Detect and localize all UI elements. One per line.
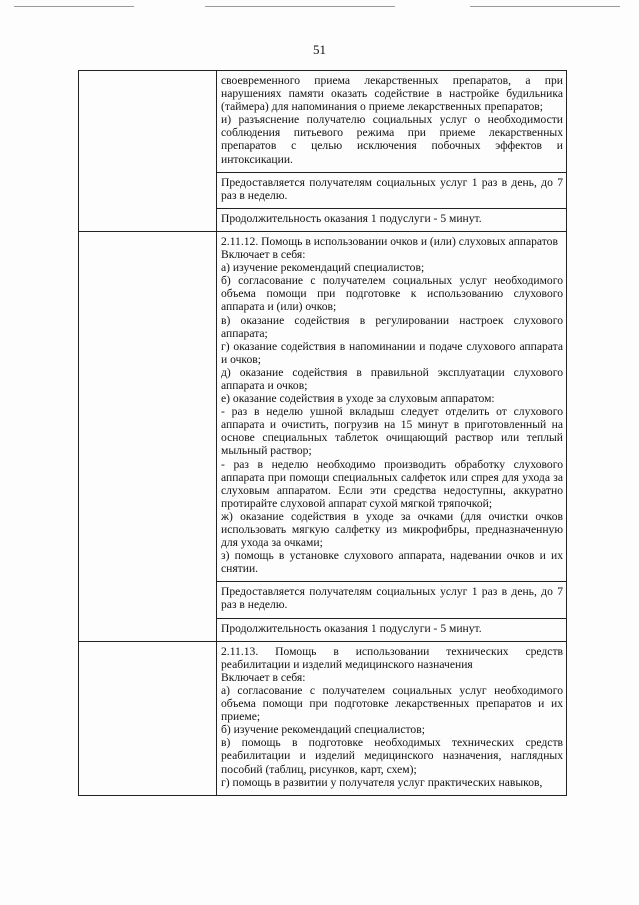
service-text-cell <box>217 641 567 795</box>
duration-cell <box>217 208 567 231</box>
service-text-cell <box>217 231 567 581</box>
left-cell <box>79 641 217 795</box>
page-number: 51 <box>313 42 326 57</box>
frequency-text: Предоставляется получателям социальных услуг 1 раз в день, до 7 раз в неделю. <box>221 175 563 202</box>
scan-artifact <box>470 6 620 7</box>
frequency-cell <box>217 172 567 208</box>
duration-text: Продолжительность оказания 1 подуслуги - 5 минут. <box>221 211 482 225</box>
service-text: 2.11.12. Помощь в использовании очков и (или) слуховых аппаратов Включает в себя: а) изучение рекомендаций специалистов; б) согласование с получателем социальных услуг необходимого объема помощи при подготовке к использованию слухового аппарата и (или) очков; в) оказание содействия в регулировании настроек слухового аппарата; г) оказание содействия в напоминании и подаче слухового аппарата и очков; д) оказание содействия в правильной эксплуатации слухового аппарата и очков; е) оказание содействия в уходе за слуховым аппаратом: - раз в неделю ушной вкладыш следует отделить от слухового аппарата и очистить, погрузив на 15 минут в приготовленный на основе специальных таблеток очищающий раствор или теплый мыльный раствор; - раз в неделю необходимо производить обработку слухового аппарата при помощи специальных салфеток или спрея для ухода за слуховым аппаратом. Если эти средства недоступны, аккуратно протирайте слуховой аппарат сухой мягкой тряпочкой; ж) оказание содействия в уходе за очками (для очистки очков использовать мягкую салфетку из микрофибры, предназначенную для ухода за очками; з) помощь в установке слухового аппарата, надевании очков и их снятии. <box>221 234 563 576</box>
duration-cell <box>217 618 567 641</box>
service-text: своевременного приема лекарственных препаратов, а при нарушениях памяти оказать содействие в настройке будильника (таймера) для напоминания о приеме лекарственных препаратов; и) разъяснение получателю социальных услуг о необходимости соблюдения питьевого режима при приеме лекарственных препаратов с целью исключения побочных эффектов и интоксикации. <box>221 74 563 166</box>
services-table <box>78 70 567 796</box>
table-row <box>79 231 567 581</box>
frequency-text: Предоставляется получателям социальных услуг 1 раз в день, до 7 раз в неделю. <box>221 585 563 612</box>
table-row <box>79 641 567 795</box>
duration-text: Продолжительность оказания 1 подуслуги - 5 минут. <box>221 621 482 635</box>
left-cell <box>79 231 217 641</box>
table-row <box>79 71 567 173</box>
left-cell <box>79 71 217 232</box>
service-text-cell <box>217 71 567 173</box>
scan-artifact <box>205 6 395 7</box>
frequency-cell <box>217 582 567 618</box>
service-text: 2.11.13. Помощь в использовании технических средств реабилитации и изделий медицинского назначения Включает в себя: а) согласование с получателем социальных услуг необходимого объема помощи при подготовке лекарственных препаратов и их приеме; б) изучение рекомендаций специалистов; в) помощь в подготовке необходимых технических средств реабилитации и изделий медицинского назначения, наглядных пособий (таблиц, рисунков, карт, схем); г) помощь в развитии у получателя услуг практических навыков, <box>221 644 563 789</box>
scan-artifact <box>14 6 134 7</box>
